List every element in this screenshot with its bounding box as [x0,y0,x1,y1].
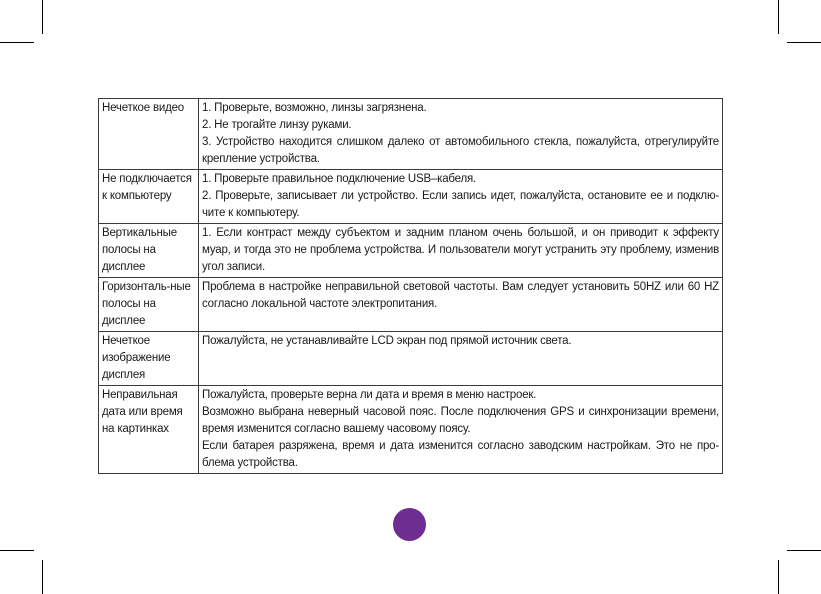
solution-cell [199,170,723,224]
table-row [99,99,723,170]
crop-mark [778,0,779,34]
solution-cell [199,278,723,332]
solution-line: Пожалуйста, проверьте верна ли дата и время в меню настроек. [202,389,537,401]
problem-cell: Нечеткое видео [99,99,199,170]
page-marker-dot [393,508,426,541]
solution-line: Если батарея разряжена, время и дата изменится согласно заводским настройкам. Это не про-блема устройства. [202,440,719,469]
solution-line: 2. Не трогайте линзу руками. [202,119,352,131]
crop-mark [42,560,43,594]
solution-cell [199,224,723,278]
crop-mark [778,560,779,594]
solution-line: 3. Устройство находится слишком далеко от автомобильного стекла, пожалуйста, отрегулируйте крепление устройства. [202,136,719,165]
problem-cell: Нечеткое изображение дисплея [99,332,199,386]
solution-line: Проблема в настройке неправильной световой частоты. Вам следует установить 50HZ или 60 HZ согласно локальной частоте электропитания. [202,281,719,310]
table-row [99,224,723,278]
crop-mark [0,550,34,551]
crop-mark [787,42,821,43]
crop-mark [0,42,34,43]
solution-line: Возможно выбрана неверный часовой пояс. После подключения GPS и синхронизации времени, время изменится согласно вашему часовому поясу. [202,406,719,435]
problem-cell: Вертикальные полосы на дисплее [99,224,199,278]
table-row [99,278,723,332]
solution-line: 1. Если контраст между субъектом и задним планом очень большой, и он приводит к эффекту муар, и тогда это не проблема устройства. И пользователи могут устранить эту проблему, изменив угол записи. [202,227,719,273]
table-row [99,332,723,386]
problem-cell: Неправильная дата или время на картинках [99,386,199,474]
table-row [99,386,723,474]
solution-line: 2. Проверьте, записывает ли устройство. Если запись идет, пожалуйста, остановите ее и подклю-чите к компьютеру. [202,190,719,219]
problem-cell: Не подключается к компьютеру [99,170,199,224]
solution-line: 1. Проверьте правильное подключение USB–кабеля. [202,173,477,185]
problem-cell: Горизонталь-ные полосы на дисплее [99,278,199,332]
troubleshooting-table [98,98,723,474]
solution-cell [199,332,723,386]
crop-mark [787,550,821,551]
crop-mark [42,0,43,34]
table-row [99,170,723,224]
solution-cell [199,386,723,474]
solution-line: 1. Проверьте, возможно, линзы загрязнена. [202,102,427,114]
solution-cell [199,99,723,170]
solution-line: Пожалуйста, не устанавливайте LCD экран под прямой источник света. [202,335,572,347]
